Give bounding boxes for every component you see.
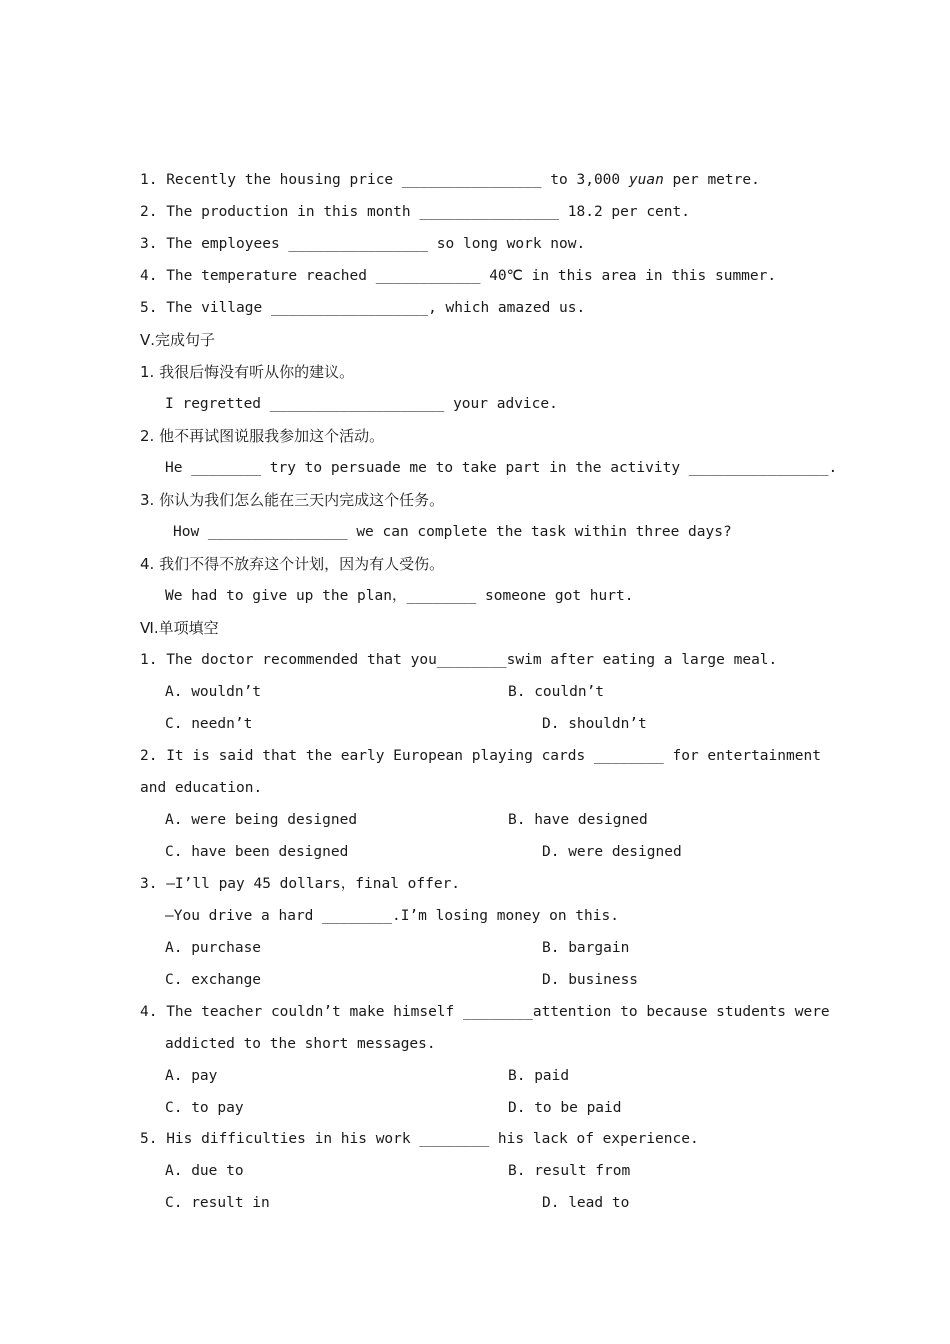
part-iv-q4: 4. The temperature reached ____________ 40℃ in this area in this summer. (140, 268, 777, 284)
part-v-q2-chinese: 2. 他不再试图说服我参加这个活动。 (140, 427, 385, 445)
part-iv-q1 (140, 170, 760, 190)
part-v-q2-english: He ________ try to persuade me to take part in the activity ________________. (165, 460, 838, 476)
part-vi-q2-option-b: B. have designed (508, 812, 648, 828)
part-iv-q1-italic: yuan (628, 172, 664, 188)
part-v-q3-english: How ________________ we can complete the task within three days? (173, 524, 732, 540)
part-vi-q2-stem-cont: and education. (140, 780, 263, 796)
part-v-q1-chinese: 1. 我很后悔没有听从你的建议。 (140, 363, 355, 381)
part-vi-q3-option-c: C. exchange (165, 972, 262, 988)
part-v-q3-chinese: 3. 你认为我们怎么能在三天内完成这个任务。 (140, 491, 445, 509)
part-v-q1-english: I regretted ____________________ your advice. (165, 396, 558, 412)
part-vi-q4-option-d: D. to be paid (508, 1100, 622, 1116)
part-vi-q1-stem: 1. The doctor recommended that you________swim after eating a large meal. (140, 652, 778, 668)
part-vi-q2-option-d: D. were designed (542, 844, 682, 860)
part-vi-q4-stem: 4. The teacher couldn’t make himself ________attention to because students were (140, 1004, 830, 1020)
part-vi-q1-option-c: C. needn’t (165, 716, 253, 732)
part-vi-heading: Ⅵ.单项填空 (140, 619, 219, 637)
part-v-heading: Ⅴ.完成句子 (140, 331, 216, 349)
part-vi-q5-option-c: C. result in (165, 1195, 270, 1211)
part-vi-q3-option-b: B. bargain (542, 940, 630, 956)
part-vi-q3-line1: 3. —I’ll pay 45 dollars，final offer. (140, 876, 461, 892)
part-vi-q2-option-a: A. were being designed (165, 812, 358, 828)
part-vi-q1-option-b: B. couldn’t (508, 684, 605, 700)
part-iv-q2: 2. The production in this month ________________ 18.2 per cent. (140, 204, 690, 220)
part-vi-q2-stem: 2. It is said that the early European playing cards ________ for entertainment (140, 748, 821, 764)
part-vi-q5-option-d: D. lead to (542, 1195, 630, 1211)
part-vi-q3-option-a: A. purchase (165, 940, 262, 956)
part-vi-q4-stem-cont: addicted to the short messages. (165, 1036, 436, 1052)
part-vi-q5-option-b: B. result from (508, 1163, 631, 1179)
part-vi-q4-option-b: B. paid (508, 1068, 570, 1084)
part-v-q4-chinese: 4. 我们不得不放弃这个计划，因为有人受伤。 (140, 555, 445, 573)
part-vi-q4-option-a: A. pay (165, 1068, 218, 1084)
part-iv-q1-end: per metre. (663, 172, 760, 188)
part-vi-q1-option-d: D. shouldn’t (542, 716, 647, 732)
part-vi-q2-option-c: C. have been designed (165, 844, 349, 860)
part-iv-q5: 5. The village __________________, which amazed us. (140, 300, 586, 316)
part-vi-q4-option-c: C. to pay (165, 1100, 244, 1116)
part-vi-q5-stem: 5. His difficulties in his work ________ his lack of experience. (140, 1131, 699, 1147)
part-vi-q3-line2: —You drive a hard ________.I’m losing money on this. (165, 908, 619, 924)
part-iv-q1-text: 1. Recently the housing price ________________ to 3,000 (140, 172, 629, 188)
part-iv-q3: 3. The employees ________________ so long work now. (140, 236, 586, 252)
part-v-q4-english: We had to give up the plan，________ someone got hurt. (165, 588, 634, 604)
part-vi-q3-option-d: D. business (542, 972, 639, 988)
part-vi-q5-option-a: A. due to (165, 1163, 244, 1179)
part-vi-q1-option-a: A. wouldn’t (165, 684, 262, 700)
